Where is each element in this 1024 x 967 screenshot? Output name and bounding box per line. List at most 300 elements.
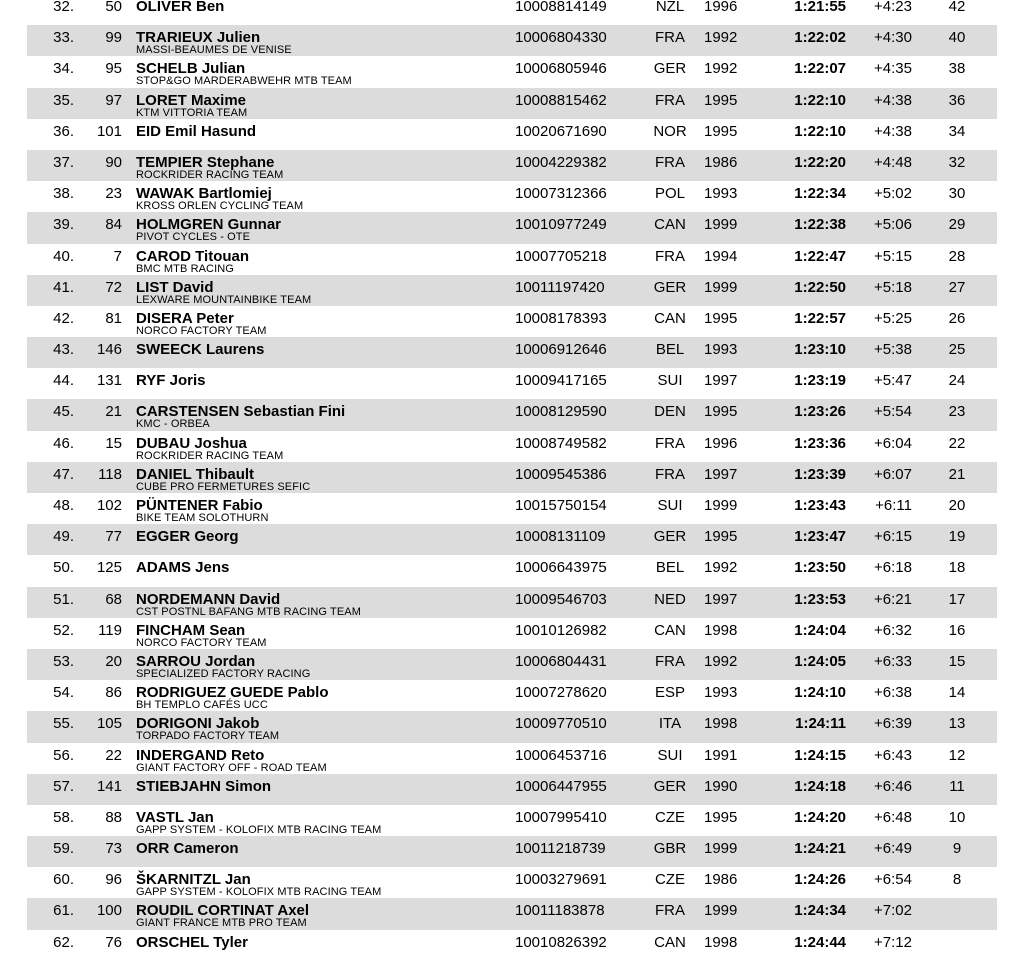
rider-name: DUBAU Joshua <box>136 434 247 452</box>
result-row <box>0 25 1024 56</box>
result-row <box>0 711 1024 742</box>
time-cell: 1:23:19 <box>794 372 846 390</box>
nation-cell: CAN <box>654 309 686 327</box>
year-of-birth-cell: 1998 <box>704 715 738 733</box>
team-name: NORCO FACTORY TEAM <box>136 324 267 337</box>
result-row <box>0 618 1024 649</box>
uci-id-cell: 10004229382 <box>515 153 607 171</box>
bib-cell: 88 <box>105 808 122 826</box>
nation-cell: SUI <box>657 372 683 390</box>
rank-cell: 39. <box>53 216 74 234</box>
team-name: BIKE TEAM SOLOTHURN <box>136 512 269 524</box>
uci-id-cell: 10007278620 <box>515 684 607 702</box>
rider-name: EGGER Georg <box>136 528 239 546</box>
result-row <box>0 244 1024 275</box>
points-cell: 22 <box>948 434 966 452</box>
nation-cell: CZE <box>655 808 685 826</box>
rider-name: PÜNTENER Fabio <box>136 497 263 514</box>
rider-name: SARROU Jordan <box>136 652 256 670</box>
result-row <box>0 306 1024 337</box>
time-cell: 1:24:20 <box>794 808 846 826</box>
year-of-birth-cell: 1996 <box>704 434 738 452</box>
team-name: KTM VITTORIA TEAM <box>136 106 248 119</box>
gap-cell: +7:12 <box>874 933 912 951</box>
year-of-birth-cell: 1986 <box>704 871 738 889</box>
gap-cell: +6:49 <box>874 840 912 858</box>
year-of-birth-cell: 1995 <box>704 528 738 546</box>
result-row <box>0 680 1024 711</box>
points-cell: 26 <box>948 309 966 327</box>
gap-cell: +4:48 <box>874 153 912 171</box>
rank-cell: 51. <box>53 590 74 608</box>
points-cell: 40 <box>948 29 966 47</box>
gap-cell: +6:04 <box>874 434 912 452</box>
points-cell: 11 <box>949 777 965 795</box>
gap-cell: +7:02 <box>874 902 912 920</box>
rank-cell: 33. <box>53 29 74 47</box>
year-of-birth-cell: 1993 <box>704 684 738 702</box>
gap-cell: +5:38 <box>874 341 912 359</box>
year-of-birth-cell: 1999 <box>704 278 738 296</box>
team-name: GIANT FACTORY OFF - ROAD TEAM <box>136 761 327 774</box>
team-name: CUBE PRO FERMETURES SEFIC <box>136 480 311 493</box>
year-of-birth-cell: 1996 <box>704 0 738 15</box>
nation-cell: FRA <box>655 465 685 483</box>
time-cell: 1:23:26 <box>794 403 846 421</box>
nation-cell: FRA <box>655 153 685 171</box>
year-of-birth-cell: 1997 <box>704 372 738 390</box>
nation-cell: NED <box>654 590 686 608</box>
points-cell: 17 <box>948 590 966 608</box>
year-of-birth-cell: 1995 <box>704 808 738 826</box>
rank-cell: 42. <box>53 309 74 327</box>
nation-cell: GER <box>653 777 687 795</box>
result-row <box>0 212 1024 243</box>
bib-cell: 84 <box>105 216 122 234</box>
uci-id-cell: 10006447955 <box>515 777 607 795</box>
rider-name: SWEECK Laurens <box>136 341 265 359</box>
gap-cell: +6:18 <box>874 559 912 577</box>
team-name: KMC - ORBEA <box>136 418 210 431</box>
nation-cell: CAN <box>654 933 686 951</box>
nation-cell: FRA <box>655 91 685 109</box>
points-cell: 30 <box>948 185 966 203</box>
uci-id-cell: 10003279691 <box>515 871 607 889</box>
time-cell: 1:24:10 <box>794 684 846 702</box>
result-row <box>0 898 1024 929</box>
year-of-birth-cell: 1997 <box>704 590 738 608</box>
nation-cell: ITA <box>658 715 682 733</box>
rider-name: RYF Joris <box>136 372 206 390</box>
points-cell: 9 <box>952 840 962 858</box>
time-cell: 1:24:05 <box>794 652 846 670</box>
points-cell: 25 <box>948 341 966 359</box>
year-of-birth-cell: 1991 <box>704 746 738 764</box>
rank-cell: 61. <box>53 902 74 920</box>
team-name: BH TEMPLO CAFÉS UCC <box>136 699 268 712</box>
rank-cell: 50. <box>53 559 74 577</box>
rider-name: VASTL Jan <box>136 808 214 826</box>
nation-cell: FRA <box>655 247 685 265</box>
time-cell: 1:23:53 <box>794 590 846 608</box>
team-name: NORCO FACTORY TEAM <box>136 636 267 649</box>
result-row <box>0 88 1024 119</box>
rank-cell: 52. <box>53 621 74 639</box>
points-cell: 16 <box>948 621 966 639</box>
rider-name: SCHELB Julian <box>136 60 246 78</box>
time-cell: 1:24:04 <box>794 621 846 639</box>
rider-name: ŠKARNITZL Jan <box>136 871 251 889</box>
rank-cell: 48. <box>53 497 74 514</box>
gap-cell: +4:38 <box>874 91 912 109</box>
gap-cell: +6:11 <box>875 497 912 514</box>
time-cell: 1:24:26 <box>794 871 846 889</box>
result-row <box>0 337 1024 368</box>
gap-cell: +6:32 <box>874 621 912 639</box>
rider-name: WAWAK Bartlomiej <box>136 185 272 203</box>
nation-cell: GER <box>653 278 687 296</box>
result-row <box>0 649 1024 680</box>
points-cell: 14 <box>948 684 966 702</box>
points-cell: 36 <box>948 91 966 109</box>
points-cell: 42 <box>948 0 966 15</box>
nation-cell: BEL <box>655 559 685 577</box>
points-cell: 27 <box>948 278 966 296</box>
points-cell: 10 <box>948 808 966 826</box>
result-row <box>0 181 1024 212</box>
uci-id-cell: 10007995410 <box>515 808 607 826</box>
rider-name: STIEBJAHN Simon <box>136 777 272 795</box>
result-row <box>0 774 1024 805</box>
gap-cell: +5:54 <box>874 403 912 421</box>
gap-cell: +6:38 <box>874 684 912 702</box>
rider-name: HOLMGREN Gunnar <box>136 216 281 234</box>
nation-cell: GBR <box>653 840 687 858</box>
time-cell: 1:24:11 <box>795 715 846 733</box>
year-of-birth-cell: 1992 <box>704 652 738 670</box>
team-name: TORPADO FACTORY TEAM <box>136 730 280 743</box>
rider-name: DANIEL Thibault <box>136 465 255 483</box>
uci-id-cell: 10009546703 <box>515 590 607 608</box>
bib-cell: 90 <box>105 153 122 171</box>
bib-cell: 101 <box>96 122 122 140</box>
points-cell: 20 <box>948 497 966 514</box>
nation-cell: CAN <box>654 216 686 234</box>
uci-id-cell: 10008815462 <box>515 91 607 109</box>
result-row <box>0 399 1024 430</box>
rider-name: ORSCHEL Tyler <box>136 933 248 951</box>
time-cell: 1:24:21 <box>794 840 846 858</box>
time-cell: 1:22:34 <box>794 185 846 203</box>
nation-cell: POL <box>654 185 685 203</box>
rank-cell: 59. <box>53 840 74 858</box>
rank-cell: 60. <box>53 871 74 889</box>
nation-cell: FRA <box>655 29 685 47</box>
rider-name: CARSTENSEN Sebastian Fini <box>136 403 346 421</box>
uci-id-cell: 10009770510 <box>515 715 607 733</box>
rider-name: DORIGONI Jakob <box>136 715 260 733</box>
bib-cell: 50 <box>105 0 122 15</box>
bib-cell: 72 <box>105 278 122 296</box>
team-name: MASSI-BEAUMES DE VENISE <box>136 44 292 57</box>
rank-cell: 57. <box>53 777 74 795</box>
bib-cell: 102 <box>96 497 122 514</box>
year-of-birth-cell: 1998 <box>704 933 738 951</box>
rank-cell: 56. <box>53 746 74 764</box>
team-name: LEXWARE MOUNTAINBIKE TEAM <box>136 293 312 306</box>
bib-cell: 77 <box>105 528 122 546</box>
uci-id-cell: 10006912646 <box>515 341 607 359</box>
uci-id-cell: 10009545386 <box>515 465 607 483</box>
result-row <box>0 493 1024 524</box>
nation-cell: CAN <box>654 621 686 639</box>
rider-name: RODRIGUEZ GUEDE Pablo <box>136 684 329 702</box>
uci-id-cell: 10007705218 <box>515 247 607 265</box>
time-cell: 1:23:47 <box>794 528 846 546</box>
uci-id-cell: 10009417165 <box>515 372 607 390</box>
team-name: GAPP SYSTEM - KOLOFIX MTB RACING TEAM <box>136 823 382 836</box>
uci-id-cell: 10006643975 <box>515 559 607 577</box>
gap-cell: +4:35 <box>874 60 912 78</box>
bib-cell: 99 <box>105 29 122 47</box>
time-cell: 1:23:39 <box>794 465 846 483</box>
bib-cell: 97 <box>105 91 122 109</box>
points-cell: 34 <box>948 122 966 140</box>
year-of-birth-cell: 1995 <box>704 403 738 421</box>
time-cell: 1:22:57 <box>794 309 846 327</box>
rider-name: ROUDIL CORTINAT Axel <box>136 902 310 920</box>
rider-name: LIST David <box>136 278 214 296</box>
bib-cell: 76 <box>105 933 122 951</box>
uci-id-cell: 10008131109 <box>515 528 606 546</box>
team-name: BMC MTB RACING <box>136 262 234 275</box>
rank-cell: 46. <box>53 434 74 452</box>
team-name: ROCKRIDER RACING TEAM <box>136 168 284 181</box>
rider-name: INDERGAND Reto <box>136 746 265 764</box>
rank-cell: 35. <box>53 91 74 109</box>
uci-id-cell: 10010977249 <box>515 216 607 234</box>
gap-cell: +5:15 <box>874 247 912 265</box>
points-cell: 8 <box>952 871 962 889</box>
bib-cell: 73 <box>105 840 122 858</box>
uci-id-cell: 10008129590 <box>515 403 607 421</box>
result-row <box>0 587 1024 618</box>
rider-name: ADAMS Jens <box>136 559 230 577</box>
nation-cell: ESP <box>654 684 685 702</box>
team-name: STOP&GO MARDERABWEHR MTB TEAM <box>136 75 352 88</box>
rider-name: LORET Maxime <box>136 91 247 109</box>
points-cell: 21 <box>948 465 966 483</box>
nation-cell: NOR <box>653 122 687 140</box>
rank-cell: 43. <box>53 341 74 359</box>
points-cell: 23 <box>948 403 966 421</box>
result-row <box>0 867 1024 898</box>
bib-cell: 22 <box>105 746 122 764</box>
year-of-birth-cell: 1992 <box>704 60 738 78</box>
result-row <box>0 119 1024 150</box>
points-cell: 38 <box>948 60 966 78</box>
bib-cell: 131 <box>96 372 122 390</box>
result-row <box>0 275 1024 306</box>
time-cell: 1:21:55 <box>794 0 846 15</box>
points-cell: 29 <box>948 216 966 234</box>
bib-cell: 100 <box>96 902 122 920</box>
uci-id-cell: 10008814149 <box>515 0 607 15</box>
points-cell: 12 <box>948 746 966 764</box>
bib-cell: 146 <box>96 341 122 359</box>
gap-cell: +6:48 <box>874 808 912 826</box>
time-cell: 1:22:50 <box>794 278 846 296</box>
time-cell: 1:23:43 <box>794 497 846 514</box>
nation-cell: SUI <box>657 746 683 764</box>
rank-cell: 55. <box>53 715 74 733</box>
rank-cell: 36. <box>53 122 74 140</box>
result-row <box>0 805 1024 836</box>
gap-cell: +6:54 <box>874 871 912 889</box>
year-of-birth-cell: 1999 <box>704 840 738 858</box>
year-of-birth-cell: 1997 <box>704 465 738 483</box>
bib-cell: 105 <box>96 715 122 733</box>
rank-cell: 47. <box>53 465 74 483</box>
uci-id-cell: 10006453716 <box>515 746 607 764</box>
time-cell: 1:23:50 <box>794 559 846 577</box>
rider-name: OLIVER Ben <box>136 0 225 15</box>
bib-cell: 96 <box>105 871 122 889</box>
points-cell: 13 <box>948 715 966 733</box>
bib-cell: 68 <box>105 590 122 608</box>
time-cell: 1:24:18 <box>794 777 846 795</box>
bib-cell: 7 <box>113 247 122 265</box>
bib-cell: 86 <box>105 684 122 702</box>
nation-cell: DEN <box>654 403 686 421</box>
team-name: KROSS ORLEN CYCLING TEAM <box>136 200 304 213</box>
nation-cell: BEL <box>655 341 685 359</box>
gap-cell: +5:18 <box>874 278 912 296</box>
uci-id-cell: 10006804431 <box>515 652 607 670</box>
team-name: GIANT FRANCE MTB PRO TEAM <box>136 917 307 930</box>
year-of-birth-cell: 1993 <box>704 185 738 203</box>
uci-id-cell: 10010126982 <box>515 621 607 639</box>
bib-cell: 141 <box>96 777 122 795</box>
rank-cell: 44. <box>53 372 74 390</box>
uci-id-cell: 10006804330 <box>515 29 607 47</box>
time-cell: 1:22:10 <box>794 122 846 140</box>
gap-cell: +6:07 <box>874 465 912 483</box>
team-name: GAPP SYSTEM - KOLOFIX MTB RACING TEAM <box>136 886 382 899</box>
year-of-birth-cell: 1995 <box>704 309 738 327</box>
gap-cell: +5:25 <box>874 309 912 327</box>
gap-cell: +6:46 <box>874 777 912 795</box>
team-name: CST POSTNL BAFANG MTB RACING TEAM <box>136 605 361 618</box>
nation-cell: FRA <box>655 434 685 452</box>
result-row <box>0 836 1024 867</box>
year-of-birth-cell: 1992 <box>704 29 738 47</box>
time-cell: 1:22:02 <box>794 29 846 47</box>
rank-cell: 62. <box>53 933 74 951</box>
year-of-birth-cell: 1999 <box>704 216 738 234</box>
year-of-birth-cell: 1995 <box>704 122 738 140</box>
points-cell: 19 <box>948 528 966 546</box>
points-cell: 18 <box>948 559 966 577</box>
rank-cell: 49. <box>53 528 74 546</box>
gap-cell: +5:47 <box>874 372 912 390</box>
year-of-birth-cell: 1999 <box>704 497 738 514</box>
rank-cell: 54. <box>53 684 74 702</box>
uci-id-cell: 10010826392 <box>515 933 607 951</box>
year-of-birth-cell: 1993 <box>704 341 738 359</box>
uci-id-cell: 10020671690 <box>515 122 607 140</box>
time-cell: 1:22:10 <box>794 91 846 109</box>
nation-cell: CZE <box>655 871 685 889</box>
year-of-birth-cell: 1992 <box>704 559 738 577</box>
rider-name: DISERA Peter <box>136 309 234 327</box>
time-cell: 1:22:07 <box>794 60 846 78</box>
bib-cell: 20 <box>105 652 122 670</box>
rank-cell: 37. <box>53 153 74 171</box>
nation-cell: FRA <box>655 652 685 670</box>
time-cell: 1:24:15 <box>794 746 846 764</box>
team-name: ROCKRIDER RACING TEAM <box>136 449 284 462</box>
result-row <box>0 524 1024 555</box>
bib-cell: 15 <box>105 434 122 452</box>
rider-name: FINCHAM Sean <box>136 621 246 639</box>
result-row <box>0 555 1024 586</box>
bib-cell: 95 <box>105 60 122 78</box>
gap-cell: +4:38 <box>874 122 912 140</box>
bib-cell: 23 <box>105 185 122 203</box>
time-cell: 1:22:38 <box>794 216 846 234</box>
time-cell: 1:22:20 <box>794 153 846 171</box>
uci-id-cell: 10011197420 <box>515 278 605 296</box>
nation-cell: SUI <box>657 497 683 514</box>
rider-name: CAROD Titouan <box>136 247 250 265</box>
gap-cell: +6:33 <box>874 652 912 670</box>
bib-cell: 81 <box>105 309 122 327</box>
nation-cell: NZL <box>655 0 685 15</box>
rider-name: TRARIEUX Julien <box>136 29 261 47</box>
year-of-birth-cell: 1990 <box>704 777 738 795</box>
result-row <box>0 462 1024 493</box>
gap-cell: +5:02 <box>874 185 912 203</box>
result-row <box>0 743 1024 774</box>
rank-cell: 41. <box>53 278 74 296</box>
rider-name: TEMPIER Stephane <box>136 153 275 171</box>
team-name: PIVOT CYCLES - OTE <box>136 231 251 244</box>
gap-cell: +5:06 <box>874 216 912 234</box>
gap-cell: +4:23 <box>874 0 912 15</box>
uci-id-cell: 10008178393 <box>515 309 607 327</box>
rider-name: EID Emil Hasund <box>136 122 257 140</box>
uci-id-cell: 10011218739 <box>515 840 606 858</box>
points-cell: 24 <box>948 372 966 390</box>
rank-cell: 32. <box>53 0 74 15</box>
points-cell: 15 <box>948 652 966 670</box>
time-cell: 1:22:47 <box>794 247 846 265</box>
bib-cell: 119 <box>98 621 122 639</box>
rider-name: NORDEMANN David <box>136 590 281 608</box>
rank-cell: 40. <box>53 247 74 265</box>
rank-cell: 53. <box>53 652 74 670</box>
result-row <box>0 0 1024 25</box>
time-cell: 1:23:36 <box>794 434 846 452</box>
uci-id-cell: 10007312366 <box>515 185 607 203</box>
team-name: SPECIALIZED FACTORY RACING <box>136 667 311 680</box>
uci-id-cell: 10006805946 <box>515 60 607 78</box>
year-of-birth-cell: 1994 <box>704 247 738 265</box>
points-cell: 28 <box>948 247 966 265</box>
rank-cell: 34. <box>53 60 74 78</box>
result-row <box>0 150 1024 181</box>
